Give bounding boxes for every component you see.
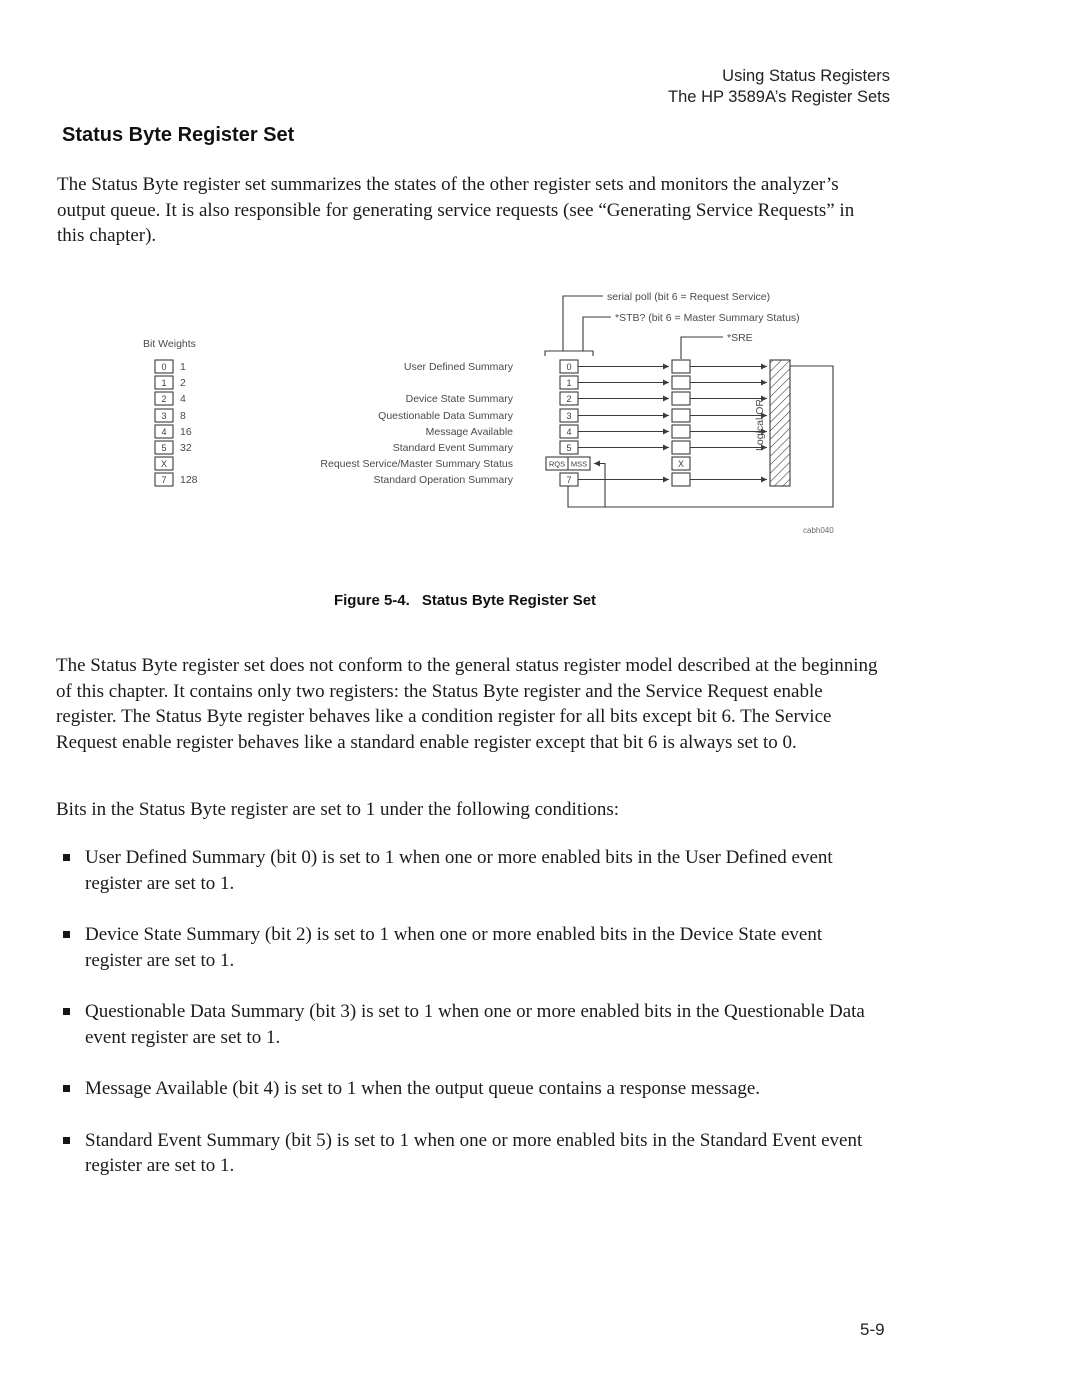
bit-weight-bit: 2 — [161, 394, 167, 404]
list-item — [62, 999, 867, 1050]
row-label: Standard Operation Summary — [373, 474, 513, 486]
sre-bit-box — [672, 473, 690, 486]
status-bit-number: 4 — [566, 427, 572, 437]
row-label: User Defined Summary — [403, 361, 513, 373]
status-bit-number: 2 — [566, 394, 572, 404]
status-bit-number: 1 — [566, 378, 572, 388]
sre-callout — [681, 332, 753, 359]
conditions-intro-paragraph: Bits in the Status Byte register are set to 1 under the following conditions: — [56, 799, 620, 820]
sre-bit-box — [672, 425, 690, 438]
list-item-text: Standard Event Summary (bit 5) is set to 1 when one or more enabled bits in the Standard Event event register are set to 1. — [85, 1129, 863, 1176]
bit-weight-bit: 4 — [161, 427, 167, 437]
list-item-text: Message Available (bit 4) is set to 1 when the output queue contains a response message. — [85, 1078, 761, 1099]
section-title: Status Byte Register Set — [62, 124, 295, 146]
sre-bit-box — [672, 376, 690, 389]
bullet-square — [63, 1008, 70, 1015]
row-label: Questionable Data Summary — [378, 410, 513, 422]
row-label: Request Service/Master Summary Status — [320, 458, 513, 470]
status-bit-number: 0 — [566, 362, 572, 372]
status-byte-register — [546, 360, 590, 486]
figure-caption — [135, 592, 795, 609]
bit-weight-value: 2 — [180, 377, 186, 389]
loop-arrow-line — [594, 464, 605, 508]
row-label: Message Available — [425, 426, 513, 438]
bit-weight-bit: 3 — [161, 411, 167, 421]
sre-bit-box — [672, 392, 690, 405]
bit-weight-bit: X — [160, 459, 168, 469]
bit-weight-bit: 7 — [161, 475, 167, 485]
bit-weight-value: 8 — [180, 410, 186, 422]
bullet-square — [63, 931, 70, 938]
diagram-svg — [135, 285, 850, 540]
list-item-text: User Defined Summary (bit 0) is set to 1 when one or more enabled bits in the User Defined event register are set to 1. — [85, 847, 833, 894]
conditions-list — [62, 845, 867, 1205]
service-request-loop — [568, 366, 833, 507]
bit-weights-column — [143, 338, 198, 486]
sre-bit-box — [672, 441, 690, 454]
bit-weights-title: Bit Weights — [143, 338, 196, 350]
row-label: Standard Event Summary — [392, 442, 513, 454]
stb-line — [583, 317, 611, 351]
logical-or-block — [754, 360, 790, 486]
list-item — [62, 1076, 867, 1102]
sre-label: *SRE — [727, 332, 753, 344]
status-bit-number: 5 — [566, 443, 572, 453]
sre-bit-box — [672, 409, 690, 422]
row-label: Device State Summary — [405, 393, 513, 405]
running-header — [668, 66, 890, 108]
sre-line — [681, 337, 723, 359]
mss-label: MSS — [570, 459, 588, 469]
bit-weight-bit: 5 — [161, 443, 167, 453]
bit-weight-value: 16 — [180, 426, 192, 438]
stb-label: *STB? (bit 6 = Master Summary Status) — [615, 312, 800, 324]
list-item-text: Questionable Data Summary (bit 3) is set to 1 when one or more enabled bits in the Questionable Data event register are set to 1. — [85, 1001, 865, 1048]
list-item — [62, 1128, 867, 1179]
running-header-line1: Using Status Registers — [722, 67, 890, 85]
page-number: 5-9 — [860, 1320, 885, 1339]
bit-weight-value: 4 — [180, 393, 186, 405]
figure-caption-number: Figure 5-4. — [333, 592, 410, 609]
intro-paragraph: The Status Byte register set summarizes the states of the other register sets and monitors the analyzer’s output queue. It is also responsible for generating service requests (see “Generating Service Requests” in this chapter). — [57, 174, 855, 246]
figure-code: cabh040 — [803, 526, 834, 535]
list-item-text: Device State Summary (bit 2) is set to 1 when one or more enabled bits in the Device State event register are set to 1. — [85, 924, 823, 971]
sre-x-label: X — [677, 459, 685, 469]
bit-weight-value: 1 — [180, 361, 186, 373]
register-bracket — [545, 351, 593, 356]
bit-weight-bit: 0 — [161, 362, 167, 372]
bit-weight-value: 128 — [180, 474, 198, 486]
figure-caption-title: Status Byte Register Set — [421, 592, 597, 609]
sre-register — [672, 360, 690, 486]
list-item — [62, 845, 867, 896]
status-bit-number: 7 — [566, 475, 572, 485]
bullet-square — [63, 854, 70, 861]
sre-bit-box — [672, 360, 690, 373]
model-paragraph: The Status Byte register set does not conform to the general status register model described at the beginning of this chapter. It contains only two registers: the Status Byte register and the Service Request enable register. The Status Byte register behaves like a condition register for all bits except bit 6. The Service Request enable register behaves like a standard enable register except that bit 6 is always set to 0. — [56, 655, 878, 753]
row-labels — [320, 361, 513, 486]
rqs-label: RQS — [548, 459, 566, 469]
status-bit-number: 3 — [566, 411, 572, 421]
list-item — [62, 922, 867, 973]
loop-line — [568, 366, 833, 507]
running-header-line2: The HP 3589A’s Register Sets — [668, 88, 890, 106]
status-byte-register-diagram — [135, 285, 850, 540]
bullet-square — [63, 1085, 70, 1092]
stb-callout — [583, 312, 800, 351]
serial-poll-label: serial poll (bit 6 = Request Service) — [607, 291, 771, 303]
bit-weight-bit: 1 — [161, 378, 167, 388]
logical-or-box — [770, 360, 790, 486]
bullet-square — [63, 1137, 70, 1144]
bit-weight-value: 32 — [180, 442, 192, 454]
logical-or-label: Logical OR — [754, 399, 766, 451]
